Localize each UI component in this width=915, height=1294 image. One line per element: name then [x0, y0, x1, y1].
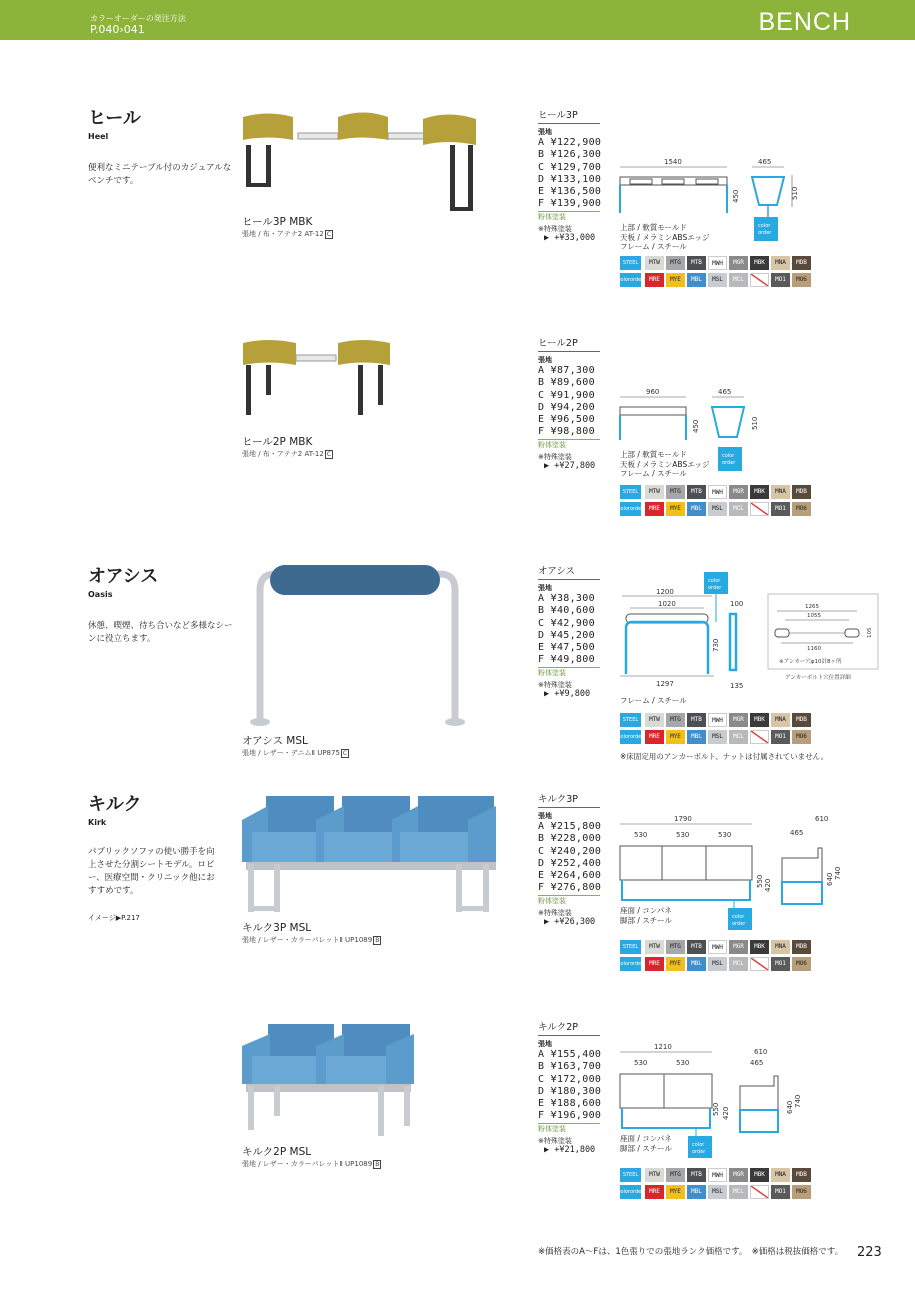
header-ref-pages: P.040›041 [90, 23, 145, 36]
page-number: 223 [857, 1245, 882, 1260]
svg-text:550: 550 [712, 1102, 720, 1116]
product-subtitle-heel: Heel [88, 132, 109, 141]
svg-text:465: 465 [790, 829, 804, 837]
fabric-label: 張地 [538, 1040, 552, 1048]
fabric-label: 張地 [538, 128, 552, 136]
svg-text:1020: 1020 [658, 600, 676, 608]
heel-3p-image [238, 105, 483, 215]
svg-text:465: 465 [718, 388, 732, 396]
fabric-label: 張地 [538, 584, 552, 592]
svg-text:450: 450 [732, 189, 740, 203]
svg-text:1540: 1540 [664, 158, 682, 166]
svg-text:100: 100 [730, 600, 744, 608]
svg-text:610: 610 [754, 1048, 768, 1056]
swatch: MCL [729, 273, 748, 287]
svg-text:1210: 1210 [654, 1043, 672, 1051]
notes-kirk3: 座面 / コンパネ 脚部 / スチール [620, 906, 672, 925]
powder-label: 粉体塗装 [538, 895, 600, 906]
swatch: MO6 [792, 273, 811, 287]
svg-text:color: color [708, 578, 721, 584]
price-block-heel3 [538, 110, 601, 243]
price-name: ヒール2P [538, 338, 600, 352]
fabric-rank-box: B [375, 1161, 380, 1168]
svg-text:1297: 1297 [656, 680, 674, 688]
svg-text:530: 530 [634, 831, 648, 839]
oasis-anchor-note: ※床固定用のアンカーボルト、ナットは付属されていません。 [620, 752, 829, 761]
svg-text:420: 420 [722, 1106, 730, 1120]
special-price: ▶ +¥26,300 [544, 916, 596, 927]
swatch: MSL [708, 273, 727, 287]
svg-text:※アンカー穴φ10計8ヶ所: ※アンカー穴φ10計8ヶ所 [779, 659, 842, 665]
notes-kirk2: 座面 / コンパネ 脚部 / スチール [620, 1134, 672, 1153]
svg-text:550: 550 [756, 874, 764, 888]
svg-text:color: color [732, 914, 745, 920]
special-label: ※特殊塗装 [538, 224, 572, 233]
svg-text:640: 640 [826, 872, 834, 886]
svg-text:アンカーボルト穴位置詳細: アンカーボルト穴位置詳細 [785, 675, 851, 681]
svg-text:color: color [758, 223, 771, 229]
heel-2p-fabric: 張地 / 布・アテナ2 AT-12 C [242, 450, 332, 458]
product-title-heel: ヒール [88, 108, 141, 129]
price-list: A ¥215,800 B ¥228,000 C ¥240,200 D ¥252,400 E ¥264,600 F ¥276,800 [538, 821, 602, 894]
heel-2p-caption: ヒール2P MBK [242, 436, 313, 448]
svg-text:730: 730 [712, 638, 720, 652]
swatch: MBL [687, 273, 706, 287]
swatch: MNA [771, 256, 790, 270]
notes-heel3: 上部 / 軟質モールド 天板 / メラミンABSエッジ フレーム / スチール [620, 223, 710, 251]
svg-text:order: order [722, 460, 736, 466]
kirk-2p-caption: キルク2P MSL [242, 1146, 312, 1158]
svg-text:order: order [692, 1149, 706, 1155]
swatches-kirk2: STEEL MTW MTG MTB MWH MGR MBK MNA MDB color order MRE MYE MBL MSL MCL MO1 MO6 [620, 1168, 811, 1199]
oasis-image [240, 560, 480, 730]
special-label: ※特殊塗装 [538, 680, 572, 689]
product-title-oasis: オアシス [88, 566, 159, 587]
svg-text:450: 450 [692, 419, 700, 433]
oasis-drawing [612, 572, 762, 692]
kirk-2p-image [238, 1020, 418, 1140]
svg-text:1055: 1055 [807, 613, 821, 619]
oasis-anchor-detail [767, 593, 879, 683]
svg-text:530: 530 [676, 831, 690, 839]
special-price: ▶ +¥33,000 [544, 232, 596, 243]
swatch: MWH [708, 256, 727, 270]
swatches-kirk3: STEEL MTW MTG MTB MWH MGR MBK MNA MDB color order MRE MYE MBL MSL MCL MO1 MO6 [620, 940, 811, 971]
product-subtitle-kirk: Kirk [88, 818, 107, 827]
powder-label: 粉体塗装 [538, 439, 600, 450]
heel-2p-image [238, 335, 398, 420]
svg-text:510: 510 [791, 186, 799, 200]
fabric-rank-box: C [342, 750, 348, 757]
svg-text:1160: 1160 [807, 646, 821, 652]
powder-label: 粉体塗装 [538, 1123, 600, 1134]
kirk-3p-image [238, 792, 500, 922]
price-block-oasis [538, 566, 600, 699]
svg-text:order: order [732, 921, 746, 927]
product-desc-kirk: パブリックソファの使い勝手を向上させた分割シートモデル。ロビー、医療空間・クリニック他におすすめです。 [88, 847, 215, 896]
price-name: オアシス [538, 566, 600, 580]
svg-text:510: 510 [751, 416, 759, 430]
header-ref-label: カラーオーダーの発注方法 [90, 14, 186, 23]
swatches-oasis: STEEL MTW MTG MTB MWH MGR MBK MNA MDB color order MRE MYE MBL MSL MCL MO1 MO6 [620, 713, 811, 744]
price-list: A ¥38,300 B ¥40,600 C ¥42,900 D ¥45,200 E ¥47,500 F ¥49,800 [538, 593, 595, 666]
swatch: MTB [687, 256, 706, 270]
svg-text:1790: 1790 [674, 815, 692, 823]
svg-text:465: 465 [750, 1059, 764, 1067]
price-list: A ¥87,300 B ¥89,600 C ¥91,900 D ¥94,200 E ¥96,500 F ¥98,800 [538, 365, 595, 438]
swatch-none [750, 273, 769, 287]
svg-text:color: color [722, 453, 735, 459]
kirk-3p-caption: キルク3P MSL [242, 922, 312, 934]
svg-text:640: 640 [786, 1100, 794, 1114]
svg-text:order: order [758, 230, 772, 236]
svg-text:610: 610 [815, 815, 829, 823]
svg-text:1265: 1265 [805, 604, 819, 610]
color-order-label: color order [620, 273, 641, 287]
svg-text:135: 135 [730, 682, 744, 690]
svg-text:105: 105 [867, 627, 873, 638]
swatch: MYE [666, 273, 685, 287]
svg-text:color: color [692, 1142, 705, 1148]
oasis-fabric: 張地 / レザー・デニムⅡ UP875 C [242, 749, 348, 757]
fabric-rank-box: B [375, 937, 380, 944]
notes-oasis: フレーム / スチール [620, 696, 687, 705]
svg-text:1200: 1200 [656, 588, 674, 596]
svg-text:960: 960 [646, 388, 660, 396]
swatch: MTG [666, 256, 685, 270]
product-desc-oasis: 休憩、喫煙、待ち合いなど多様なシーンに役立ちます。 [88, 621, 233, 644]
price-block-kirk2 [538, 1022, 601, 1155]
footer-note: ※価格表のA〜Fは、1色張りでの張地ランク価格です。 ※価格は税抜価格です。 [538, 1247, 844, 1257]
swatch: MBK [750, 256, 769, 270]
svg-text:740: 740 [794, 1094, 802, 1108]
price-name: キルク3P [538, 794, 600, 808]
price-list: A ¥122,900 B ¥126,300 C ¥129,700 D ¥133,100 E ¥136,500 F ¥139,900 [538, 137, 602, 210]
product-subtitle-oasis: Oasis [88, 590, 113, 599]
oasis-caption: オアシス MSL [242, 735, 308, 747]
fabric-rank-box: C [326, 451, 332, 458]
heel-3p-fabric: 張地 / 布・アテナ2 AT-12 C [242, 230, 332, 238]
kirk-2p-fabric: 張地 / レザー・カラーパレットⅡ UP1089 B [242, 1160, 380, 1168]
page-header [0, 0, 915, 40]
swatch: MRE [645, 273, 664, 287]
swatches-heel3 [617, 256, 811, 287]
heel-3p-caption: ヒール3P MBK [242, 216, 313, 228]
price-name: キルク2P [538, 1022, 600, 1036]
swatch: MGR [729, 256, 748, 270]
powder-label: 粉体塗装 [538, 211, 600, 222]
product-desc-heel: 便利なミニテーブル付のカジュアルなベンチです。 [88, 163, 232, 186]
price-block-heel2 [538, 338, 600, 471]
swatches-heel2: STEEL MTW MTG MTB MWH MGR MBK MNA MDB color order MRE MYE MBL MSL MCL MO1 MO6 [620, 485, 811, 516]
special-price: ▶ +¥21,800 [544, 1144, 596, 1155]
svg-text:530: 530 [634, 1059, 648, 1067]
product-title-kirk: キルク [88, 794, 142, 815]
notes-heel2: 上部 / 軟質モールド 天板 / メラミンABSエッジ フレーム / スチール [620, 450, 710, 478]
svg-text:465: 465 [758, 158, 772, 166]
price-name: ヒール3P [538, 110, 600, 124]
special-label: ※特殊塗装 [538, 452, 572, 461]
price-list: A ¥155,400 B ¥163,700 C ¥172,000 D ¥180,300 E ¥188,600 F ¥196,900 [538, 1049, 602, 1122]
special-price: ▶ +¥27,800 [544, 460, 596, 471]
kirk-3p-fabric: 張地 / レザー・カラーパレットⅡ UP1089 B [242, 936, 380, 944]
svg-text:530: 530 [718, 831, 732, 839]
powder-label: 粉体塗装 [538, 667, 600, 678]
price-block-kirk3 [538, 794, 601, 927]
svg-text:530: 530 [676, 1059, 690, 1067]
fabric-label: 張地 [538, 356, 552, 364]
fabric-label: 張地 [538, 812, 552, 820]
category-title: BENCH [758, 8, 851, 36]
kirk-image-ref-link[interactable]: イメージ▶P.217 [88, 914, 140, 922]
swatch: MO1 [771, 273, 790, 287]
special-price: ▶ +¥9,800 [544, 688, 591, 699]
steel-label: STEEL [620, 256, 641, 270]
svg-text:420: 420 [764, 878, 772, 892]
special-label: ※特殊塗装 [538, 1136, 572, 1145]
special-label: ※特殊塗装 [538, 908, 572, 917]
swatch: MDB [792, 256, 811, 270]
svg-text:740: 740 [834, 866, 842, 880]
fabric-rank-box: C [326, 231, 332, 238]
svg-text:order: order [708, 585, 722, 591]
swatch: MTW [645, 256, 664, 270]
